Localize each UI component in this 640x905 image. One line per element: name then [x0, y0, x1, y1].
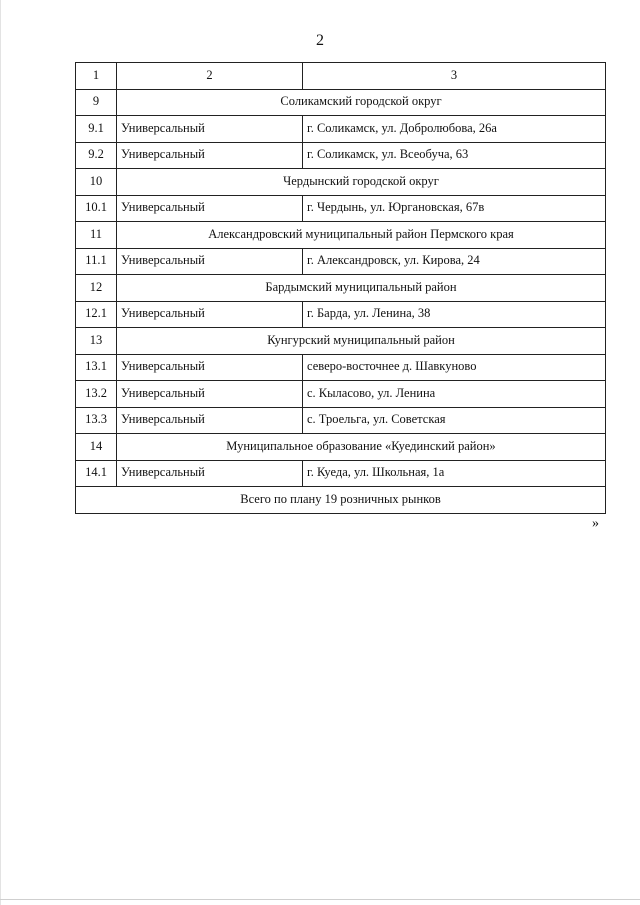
market-type-cell: Универсальный: [117, 381, 303, 408]
table-group-row: [76, 89, 606, 116]
table-row: [76, 407, 606, 434]
item-number-cell: 13.1: [76, 354, 117, 381]
group-number-cell: 13: [76, 328, 117, 355]
item-number-cell: 14.1: [76, 460, 117, 487]
table-row: [76, 301, 606, 328]
group-number-cell: 10: [76, 169, 117, 196]
table-row: [76, 195, 606, 222]
page-number: 2: [316, 32, 324, 49]
group-number-cell: 14: [76, 434, 117, 461]
table-group-row: [76, 275, 606, 302]
table-group-row: [76, 328, 606, 355]
group-number-cell: 11: [76, 222, 117, 249]
table-row: [76, 354, 606, 381]
market-address-cell: г. Соликамск, ул. Добролюбова, 26а: [303, 116, 606, 143]
market-type-cell: Универсальный: [117, 116, 303, 143]
group-title-cell: Соликамский городской округ: [117, 89, 606, 116]
market-address-cell: северо-восточнее д. Шавкуново: [303, 354, 606, 381]
table-row: [76, 460, 606, 487]
market-address-cell: г. Соликамск, ул. Всеобуча, 63: [303, 142, 606, 169]
header-cell-col2: 2: [117, 63, 303, 90]
table-group-row: [76, 434, 606, 461]
market-address-cell: с. Троельга, ул. Советская: [303, 407, 606, 434]
market-type-cell: Универсальный: [117, 301, 303, 328]
market-address-cell: г. Барда, ул. Ленина, 38: [303, 301, 606, 328]
group-number-cell: 9: [76, 89, 117, 116]
table-row: [76, 248, 606, 275]
table-header-row: [76, 63, 606, 90]
market-address-cell: г. Куеда, ул. Школьная, 1а: [303, 460, 606, 487]
market-type-cell: Универсальный: [117, 195, 303, 222]
item-number-cell: 9.1: [76, 116, 117, 143]
item-number-cell: 13.3: [76, 407, 117, 434]
scan-edge-line: [0, 0, 1, 905]
market-type-cell: Универсальный: [117, 248, 303, 275]
scan-bottom-line: [0, 899, 640, 900]
market-address-cell: с. Кыласово, ул. Ленина: [303, 381, 606, 408]
header-cell-col3: 3: [303, 63, 606, 90]
group-number-cell: 12: [76, 275, 117, 302]
group-title-cell: Чердынский городской округ: [117, 169, 606, 196]
market-type-cell: Универсальный: [117, 142, 303, 169]
group-title-cell: Кунгурский муниципальный район: [117, 328, 606, 355]
total-cell: Всего по плану 19 розничных рынков: [76, 487, 606, 514]
table-row: [76, 381, 606, 408]
header-cell-col1: 1: [76, 63, 117, 90]
table-row: [76, 142, 606, 169]
market-type-cell: Универсальный: [117, 407, 303, 434]
closing-quote-mark: »: [592, 516, 599, 531]
market-type-cell: Универсальный: [117, 460, 303, 487]
item-number-cell: 10.1: [76, 195, 117, 222]
item-number-cell: 9.2: [76, 142, 117, 169]
group-title-cell: Александровский муниципальный район Пермского края: [117, 222, 606, 249]
market-type-cell: Универсальный: [117, 354, 303, 381]
group-title-cell: Бардымский муниципальный район: [117, 275, 606, 302]
item-number-cell: 13.2: [76, 381, 117, 408]
table-row: [76, 116, 606, 143]
item-number-cell: 12.1: [76, 301, 117, 328]
markets-table: [75, 62, 606, 514]
market-address-cell: г. Чердынь, ул. Юргановская, 67в: [303, 195, 606, 222]
group-title-cell: Муниципальное образование «Куединский район»: [117, 434, 606, 461]
table-total-row: [76, 487, 606, 514]
table-group-row: [76, 222, 606, 249]
item-number-cell: 11.1: [76, 248, 117, 275]
table-group-row: [76, 169, 606, 196]
market-address-cell: г. Александровск, ул. Кирова, 24: [303, 248, 606, 275]
